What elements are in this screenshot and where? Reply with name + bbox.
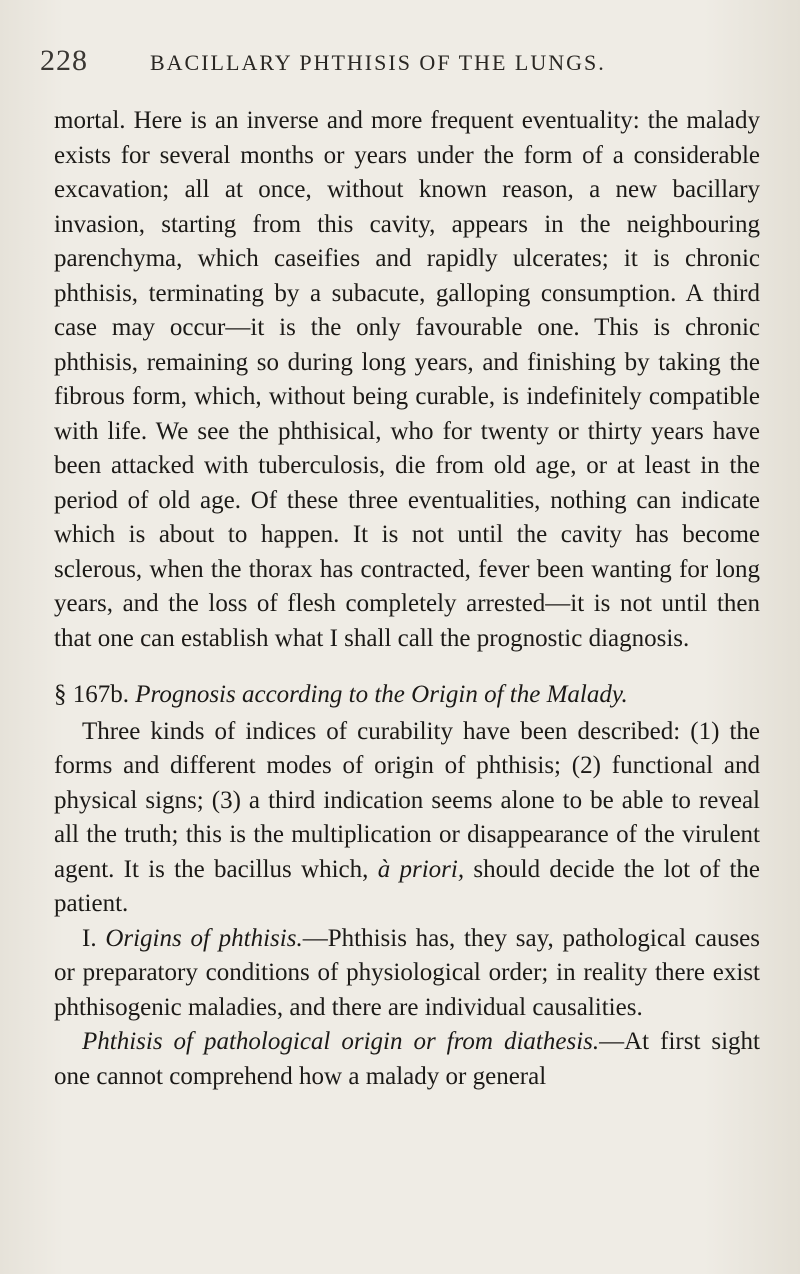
- paragraph-pathological-italic: Phthisis of pathological origin or from diathesis.: [82, 1028, 600, 1055]
- paragraph-pathological: [54, 1025, 760, 1094]
- running-title: BACILLARY PHTHISIS OF THE LUNGS.: [150, 50, 606, 75]
- section-title: Prognosis according to the Origin of the Malady.: [135, 681, 628, 708]
- paragraph-pathological-text: —At first sight one cannot comprehend how a malady or general: [54, 1028, 760, 1090]
- section-heading: [54, 678, 760, 713]
- page-header: [40, 44, 760, 84]
- section-number: § 167b.: [54, 681, 129, 708]
- paragraph-origins: [54, 922, 760, 1026]
- paragraph-indices-italic: à priori,: [377, 855, 465, 883]
- paragraph-origins-text: —Phthisis has, they say, pathological causes or preparatory conditions of physiological order; in reality there exist phthisogenic maladies, and there are individual causalities.: [54, 924, 761, 1021]
- paragraph-continuation: mortal. Here is an inverse and more frequent eventuality: the malady exists for several months or years under the form of a considerable excavation; all at once, without known reason, a new bacillary invasion, starting from this cavity, appears in the neighbouring parenchyma, which caseifies and rapidly ulcerates; it is chronic phthisis, terminating by a subacute, galloping consumption. A third case may occur—it is the only favourable one. This is chronic phthisis, remaining so during long years, and finishing by taking the fibrous form, which, without being curable, is indefinitely compatible with life. We see the phthisical, who for twenty or thirty years have been attacked with tuberculosis, die from old age, or at least in the period of old age. Of these three eventualities, nothing can indicate which is about to happen. It is not until the cavity has become sclerous, when the thorax has contracted, fever been wanting for long years, and the loss of flesh completely arrested—it is not until then that one can establish what I shall call the prognostic diagnosis.: [54, 107, 760, 652]
- paragraph-indices: [54, 715, 760, 922]
- paragraph-origins-label: I.: [82, 924, 97, 952]
- page-number: 228: [40, 44, 88, 77]
- body-text: [54, 104, 760, 1094]
- paragraph-indices-end: should decide the lot of the patient.: [54, 855, 761, 917]
- paragraph-indices-text: Three kinds of indices of curability have been described: (1) the forms and different modes of origin of phthisis; (2) functional and physical signs; (3) a third indication seems alone to be able to reveal all the truth; this is the multiplication or disappearance of the virulent agent. It is the bacillus which,: [54, 717, 760, 883]
- paragraph-origins-italic: Origins of phthisis.: [105, 924, 303, 952]
